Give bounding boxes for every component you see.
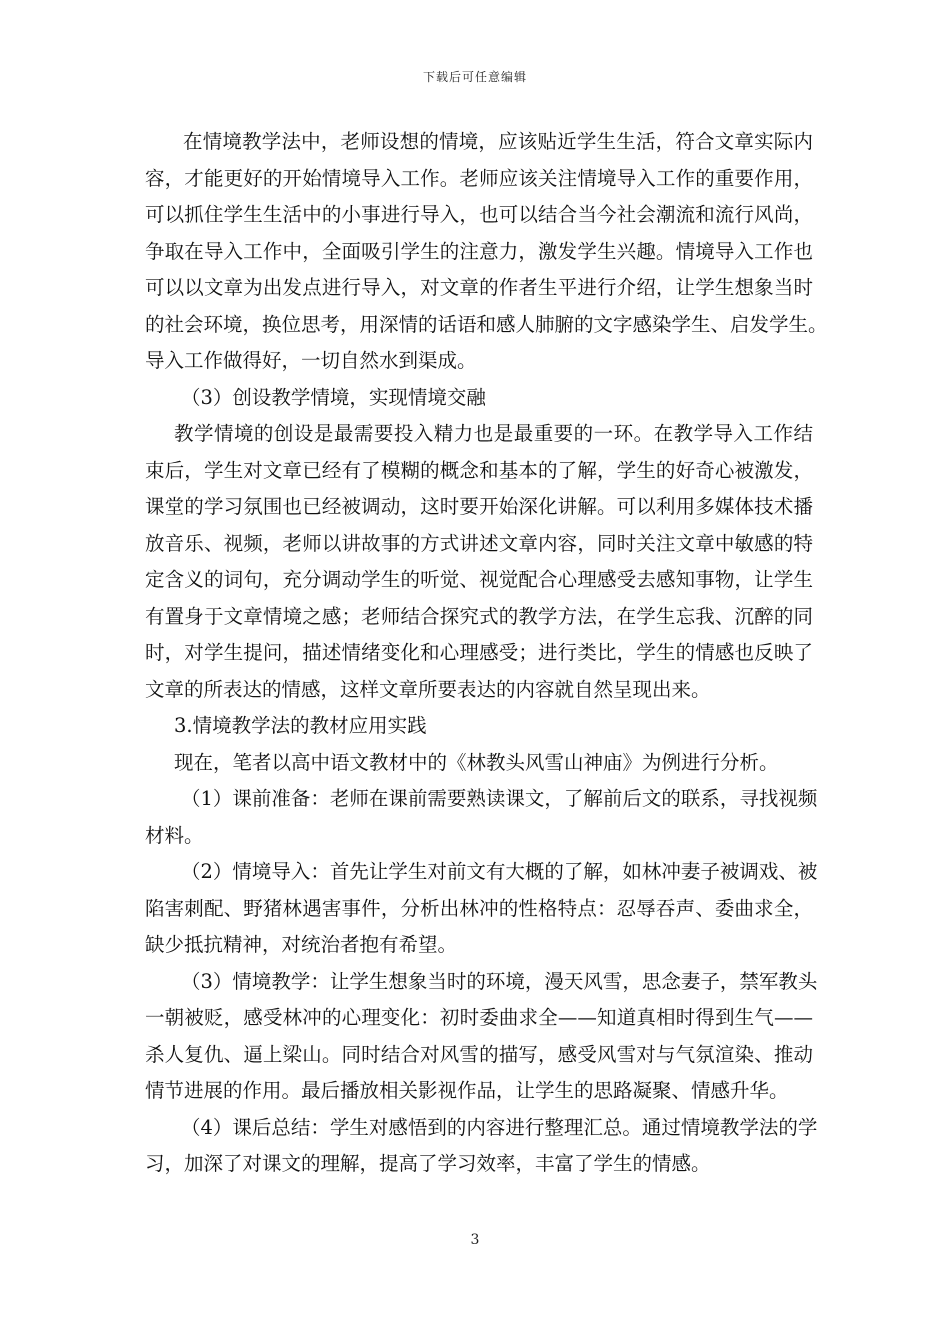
text-line: （3）创设教学情境，实现情境交融 (181, 385, 486, 409)
text-line: 可以以文章为出发点进行导入，对文章的作者生平进行介绍，让学生想象当时 (145, 276, 813, 299)
page-number: 3 (470, 1232, 480, 1248)
text-line: 在情境教学法中，老师设想的情境，应该贴近学生生活，符合文章实际内 (183, 130, 813, 153)
text-line: 导入工作做得好，一切自然水到渠成。 (145, 349, 477, 372)
paragraph (145, 416, 813, 708)
text-line: 束后，学生对文章已经有了模糊的概念和基本的了解，学生的好奇心被激发， (145, 458, 813, 482)
text-line: 杀人复仇、逼上梁山。同时结合对风雪的描写，感受风雪对与气氛渲染、推动 (145, 1042, 813, 1066)
document-body (145, 124, 828, 1183)
text-line: 陷害刺配、野猪林遇害事件，分析出林冲的性格特点：忍辱吞声、委曲求全， (145, 896, 813, 920)
text-line: （2）情境导入：首先让学生对前文有大概的了解，如林冲妻子被调戏、被 (181, 860, 818, 883)
text-line: 情节进展的作用。最后播放相关影视作品，让学生的思路凝聚、情感升华。 (145, 1079, 789, 1102)
text-line: 时，对学生提问，描述情绪变化和心理感受；进行类比，学生的情感也反映了 (145, 641, 813, 664)
text-line: 文章的所表达的情感，这样文章所要表达的内容就自然呈现出来。 (145, 677, 711, 701)
text-line: 有置身于文章情境之感；老师结合探究式的教学方法，在学生忘我、沉醉的同 (145, 604, 813, 628)
text-line: 教学情境的创设是最需要投入精力也是最重要的一环。在教学导入工作结 (174, 422, 813, 445)
text-line: （3）情境教学：让学生想象当时的环境，漫天风雪，思念妻子，禁军教头 (181, 969, 818, 993)
text-line: 缺少抵抗精神，对统治者抱有希望。 (145, 933, 458, 956)
section-heading (145, 380, 813, 417)
section-heading (145, 708, 813, 745)
paragraph (145, 1110, 818, 1183)
text-line: 容，才能更好的开始情境导入工作。老师应该关注情境导入工作的重要作用， (145, 166, 813, 190)
text-line: （1）课前准备：老师在课前需要熟读课文，了解前后文的联系，寻找视频 (181, 787, 818, 810)
paragraph (145, 964, 818, 1110)
text-line: 放音乐、视频，老师以讲故事的方式讲述文章内容，同时关注文章中敏感的特 (145, 531, 813, 555)
paragraph (145, 124, 828, 380)
paragraph (145, 854, 818, 964)
text-line: 定含义的词句，充分调动学生的听觉、视觉配合心理感受去感知事物，让学生 (145, 568, 813, 591)
text-line: 材料。 (145, 823, 204, 847)
text-line: 的社会环境，换位思考，用深情的话语和感人肺腑的文字感染学生、启发学生。 (145, 312, 828, 336)
text-line: 可以抓住学生生活中的小事进行导入，也可以结合当今社会潮流和流行风尚， (145, 203, 813, 226)
text-line: 现在，笔者以高中语文教材中的《林教头风雪山神庙》为例进行分析。 (174, 750, 779, 774)
page-header: 下载后可任意编辑 (422, 70, 527, 84)
paragraph (145, 745, 813, 782)
text-line: 争取在导入工作中，全面吸引学生的注意力，激发学生兴趣。情境导入工作也 (145, 239, 813, 263)
text-line: （4）课后总结：学生对感悟到的内容进行整理汇总。通过情境教学法的学 (181, 1115, 818, 1139)
text-line: 3.情境教学法的教材应用实践 (174, 714, 427, 737)
paragraph (145, 781, 818, 854)
text-line: 课堂的学习氛围也已经被调动，这时要开始深化讲解。可以利用多媒体技术播 (145, 495, 813, 518)
text-line: 习，加深了对课文的理解，提高了学习效率，丰富了学生的情感。 (145, 1152, 711, 1175)
text-line: 一朝被贬，感受林冲的心理变化：初时委曲求全——知道真相时得到生气—— (145, 1006, 813, 1029)
